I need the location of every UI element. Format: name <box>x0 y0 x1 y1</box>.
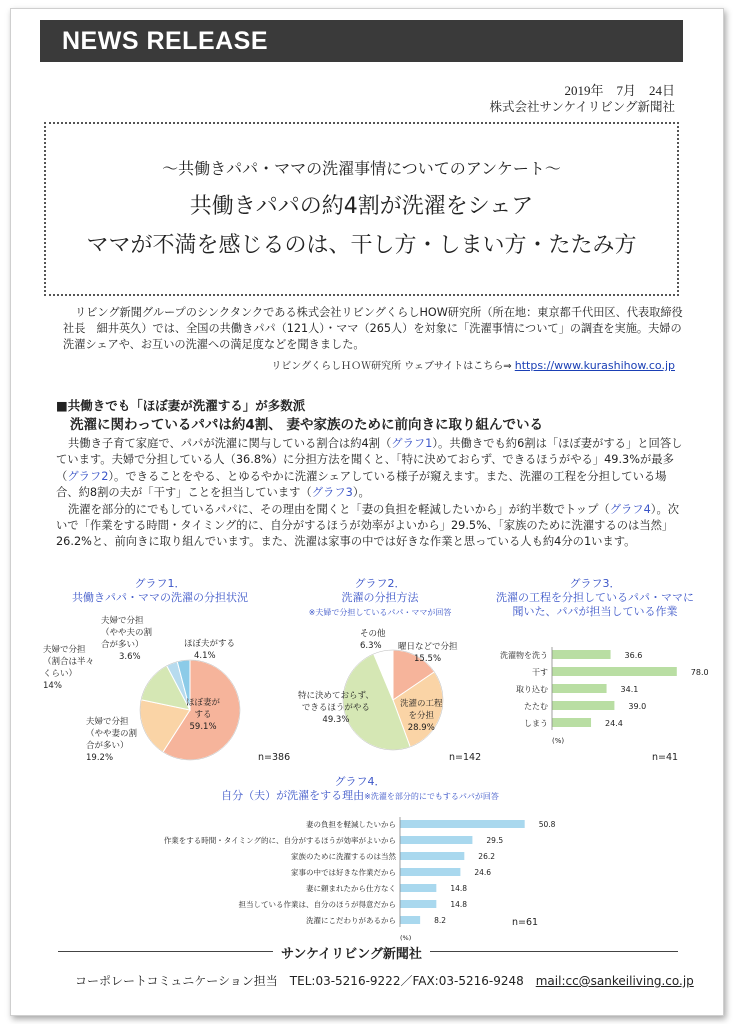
bar-2 <box>400 852 464 860</box>
bar-2 <box>552 684 607 693</box>
label: ほぼ夫がする <box>184 639 236 649</box>
bar-value-label: 26.2 <box>478 852 496 861</box>
website-link[interactable]: https://www.kurashihow.co.jp <box>514 359 675 372</box>
graph3-title: グラフ3． 洗濯の工程を分担しているパパ・ママに 聞いた、パパが担当している作業 <box>496 577 694 618</box>
label: 夫婦で分担 （割合は半々 くらい） <box>43 645 95 679</box>
label: 特に決めておらず、 できるほうがやる <box>298 691 374 713</box>
bar-category-label: 妻に頼まれたから仕方なく <box>306 884 396 893</box>
title: グラフ2． 洗濯の分担方法 <box>341 577 419 604</box>
graph4-bar-chart <box>140 815 560 942</box>
value: 19.2 <box>86 753 105 763</box>
graph2-n: n=142 <box>449 752 482 763</box>
value: 6.3 <box>360 641 374 651</box>
banner-title: NEWS RELEASE <box>62 27 269 55</box>
graph1-n: n=386 <box>258 752 291 763</box>
graph4-n: n=61 <box>512 917 539 928</box>
bar-value-label: 39.0 <box>628 702 647 711</box>
graph1-label-wife: ほぼ妻が する 59.1% <box>186 698 221 732</box>
body-paragraph-1 <box>56 436 688 502</box>
graph2-label-other: その他 6.3% <box>360 629 386 651</box>
company-name: 株式会社サンケイリビング新聞社 <box>489 99 675 114</box>
note: ※洗濯を部分的にでもするパパが回答 <box>364 792 499 801</box>
value: 49.3 <box>322 715 342 725</box>
bar-category-label: 干す <box>532 668 548 677</box>
label: その他 <box>360 629 386 639</box>
intro-paragraph: リビング新聞グループのシンクタンクである株式会社リビングくらしHOW研究所（所在地：東京都千代田区、代表取締役社長 細井英久）では、全国の共働きパパ（121人）・ママ（265人）を対象に「洗濯事情について」の調査を実施。夫婦の洗濯シェアや、お互いの洗濯への満足度などを聞きました。 <box>63 306 683 351</box>
bar-unit-label: (%) <box>400 934 412 942</box>
graph1-label-half: 夫婦で分担 （割合は半々 くらい） 14% <box>43 645 95 691</box>
bar-value-label: 24.4 <box>605 719 623 728</box>
bar-value-label: 8.2 <box>434 916 447 925</box>
bar-6 <box>400 916 420 924</box>
section-heading: ■共働きでも「ほぼ妻が洗濯する」が多数派 <box>56 398 306 413</box>
bar-category-label: しまう <box>524 719 548 728</box>
website-line <box>271 357 675 372</box>
bar-5 <box>400 900 436 908</box>
contact-mail-link[interactable]: mail:cc@sankeiliving.co.jp <box>535 974 694 988</box>
value: 28.9 <box>407 723 427 733</box>
text: ）。共働きでも約6割は「ほぼ妻がする」と回答しています。夫婦で分担している人（36.8%）に分担方法を聞くと、「特に決めておらず、できるほうがやる」49.3%が最多（ <box>56 437 683 483</box>
label: ほぼ妻が する <box>186 698 221 720</box>
bar-value-label: 50.8 <box>538 820 556 829</box>
graph1-title: グラフ1． 共働きパパ・ママの洗濯の分担状況 <box>72 577 248 604</box>
news-release-banner <box>40 20 683 62</box>
graph3-bar-chart <box>482 644 709 754</box>
body-text <box>56 436 688 551</box>
graph1-label-wife-more: 夫婦で分担 （やや妻の割 合が多い） 19.2% <box>86 717 138 763</box>
graph3-n: n=41 <box>652 752 679 763</box>
bar-3 <box>400 868 460 876</box>
title-subtitle: ～共働きパパ・ママの洗濯事情についてのアンケート～ <box>162 159 561 178</box>
bar-1 <box>400 836 472 844</box>
graph-ref: グラフ4 <box>609 502 651 516</box>
label: 夫婦で分担 （やや夫の割 合が多い） <box>101 616 153 650</box>
bar-category-label: たたむ <box>524 702 548 711</box>
text: 洗濯を部分的にでもしているパパに、その理由を聞くと「妻の負担を軽減したいから」が約半数でトップ（ <box>68 502 610 516</box>
bar-category-label: 家族のために洗濯するのは当然 <box>291 852 396 861</box>
text: ）。できることをやる、とゆるやかに洗濯シェアしている様子が窺えます。また、洗濯の工程を分担している場合、約8割の夫が「干す」ことを担当しています（ <box>56 469 667 500</box>
body-paragraph-2 <box>56 502 688 551</box>
title: グラフ4． 自分（夫）が洗濯をする理由 <box>221 775 386 802</box>
bar-value-label: 14.8 <box>450 884 468 893</box>
label: 洗濯の工程 を分担 <box>400 699 443 721</box>
value: 15.5 <box>414 654 433 664</box>
website-label: リビングくらしＨＯＷ研究所 ウェブサイトはこちら⇒ <box>271 361 515 372</box>
release-date: 2019年 7月 24日 <box>564 83 675 98</box>
bar-value-label: 36.6 <box>624 651 643 660</box>
bar-value-label: 14.8 <box>450 900 468 909</box>
title-line-2: ママが不満を感じるのは、干し方・しまい方・たたみ方 <box>86 233 637 258</box>
graph2-label-free: 特に決めておらず、 できるほうがやる 49.3% <box>298 691 374 725</box>
graph1-label-husband-more: 夫婦で分担 （やや夫の割 合が多い） 3.6% <box>101 616 153 662</box>
bar-1 <box>552 667 677 676</box>
bar-category-label: 妻の負担を軽減したいから <box>306 820 396 829</box>
graph-ref: グラフ3 <box>311 486 353 500</box>
bar-category-label: 洗濯物を洗う <box>500 651 548 660</box>
graph-ref: グラフ2 <box>67 469 109 483</box>
value: 14 <box>43 681 54 691</box>
bar-category-label: 洗濯にこだわりがあるから <box>306 916 396 925</box>
bar-category-label: 家事の中では好きな作業だから <box>291 868 396 877</box>
bar-0 <box>552 650 611 659</box>
bar-category-label: 作業をする時間・タイミング的に、自分がするほうが効率がよいから <box>163 836 396 845</box>
section-subheading: 洗濯に関わっているパパは約4割、 妻や家族のために前向きに取り組んでいる <box>70 417 543 433</box>
graph2-label-process: 洗濯の工程 を分担 28.9% <box>400 699 443 733</box>
graph2-title <box>300 577 460 620</box>
title-box <box>44 122 679 296</box>
text: ）。 <box>352 486 370 500</box>
bar-0 <box>400 820 525 828</box>
label: 夫婦で分担 （やや妻の割 合が多い） <box>86 717 138 751</box>
bar-category-label: 担当している作業は、自分のほうが得意だから <box>238 900 396 909</box>
graph4-title <box>190 775 530 804</box>
label: 曜日などで分担 <box>398 642 458 652</box>
graph1-label-husband: ほぼ夫がする 4.1% <box>184 639 236 661</box>
bar-value-label: 24.6 <box>474 868 492 877</box>
value: 3.6 <box>119 652 133 662</box>
bar-4 <box>400 884 436 892</box>
value: 4.1 <box>194 651 208 661</box>
footer-contact <box>75 972 694 989</box>
note: ※夫婦で分担しているパパ・ママが回答 <box>308 608 452 617</box>
title-line-1: 共働きパパの約4割が洗濯をシェア <box>189 194 534 219</box>
contact-text: コーポレートコミュニケーション担当 TEL:03-5216-9222／FAX:03-5216-9248 <box>75 974 536 988</box>
bar-unit-label: (%) <box>552 737 565 745</box>
graph2-label-weekday: 曜日などで分担 15.5% <box>398 642 458 664</box>
text: 共働き子育て家庭で、パパが洗濯に関与している割合は約4割（ <box>68 437 392 450</box>
footer-logo: サンケイリビング新聞社 <box>273 943 430 962</box>
text: ）。次いで「作業をする時間・タイミング的に、自分がするほうが効率がよいから」29.5%、「家族のために洗濯するのは当然」26.2%と、前向きに取り組んでいます。また、洗濯は家事の中では好きな作業と思っている人も約4分の1います。 <box>56 502 680 549</box>
bar-value-label: 29.5 <box>486 836 504 845</box>
bar-value-label: 34.1 <box>620 685 639 694</box>
value: 59.1 <box>189 722 209 732</box>
bar-value-label: 78.0 <box>690 668 709 677</box>
bar-category-label: 取り込む <box>516 685 548 694</box>
graph-ref: グラフ1 <box>391 437 433 450</box>
bar-3 <box>552 701 614 710</box>
bar-4 <box>552 718 591 727</box>
